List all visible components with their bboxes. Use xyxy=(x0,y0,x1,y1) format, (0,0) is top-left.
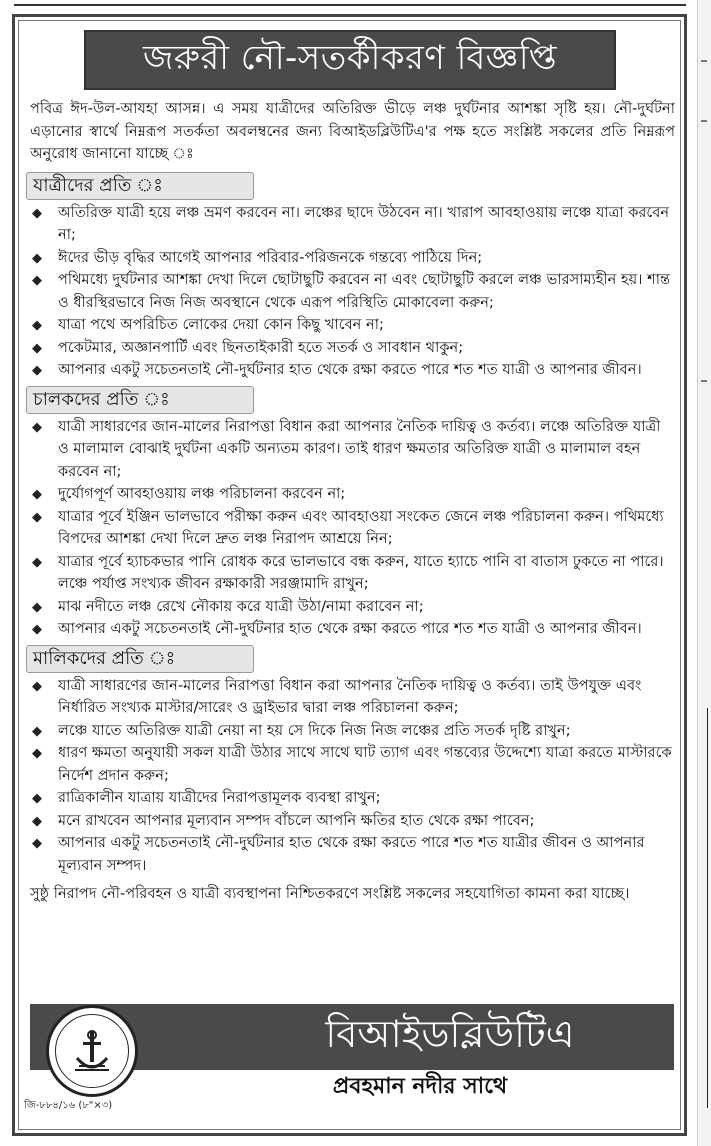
intro-paragraph: পবিত্র ঈদ-উল-আযহা আসন্ন। এ সময় যাত্রীদের অতিরিক্ত ভীড়ে লঞ্চ দুর্ঘটনার আশঙ্কা সৃষ্টি হয়। নৌ-দুর্ঘটনা এড়ানোর স্বার্থে নিম্নরূপ সতর্কতা অবলম্বনের জন্য বিআইডব্লিউটিএ'র পক্ষ হতে সংশ্লিষ্ট সকলের প্রতি নিম্নরূপ অনুরোধ জানানো যাচ্ছে ঃ xyxy=(30,100,675,162)
list-item: ◆ যাত্রী সাধারণের জান-মালের নিরাপত্তা বিধান করা আপনার নৈতিক দায়িত্ব ও কর্তব্য। তাই উপযুক্ত এবং নির্ধারিত সংখ্যক মাস্টার/সারেং ও ড্রাইভার দ্বারা লঞ্চ পরিচালনা করুন; xyxy=(32,676,642,716)
org-name: বিআইডব্লিউটিএ xyxy=(325,1012,575,1056)
diamond-bullet-icon: ◆ xyxy=(32,813,42,829)
diamond-bullet-icon: ◆ xyxy=(32,678,42,694)
diamond-bullet-icon: ◆ xyxy=(32,509,42,525)
list-item: ◆ আপনার একটু সচেতনতাই নৌ-দুর্ঘটনার হাত থেকে রক্ষা করতে পারে শত শত যাত্রী ও আপনার জীবন। xyxy=(30,359,675,382)
notice-title xyxy=(84,30,616,90)
list-item: ◆ ঈদের ভীড় বৃদ্ধির আগেই আপনার পরিবার-পরিজনকে গন্তব্যে পাঠিয়ে দিন; xyxy=(30,247,675,270)
diamond-bullet-icon: ◆ xyxy=(32,273,42,288)
list-item: ◆ পকেটমার, অজ্ঞানপার্টি এবং ছিনতাইকারী হতে সতর্ক ও সাবধান থাকুন; xyxy=(30,337,675,360)
diamond-bullet-icon: ◆ xyxy=(32,487,42,502)
notice-body xyxy=(30,98,675,906)
bullet-list xyxy=(30,675,675,878)
diamond-bullet-icon: ◆ xyxy=(32,836,42,851)
diamond-bullet-icon: ◆ xyxy=(32,599,42,615)
diamond-bullet-icon: ◆ xyxy=(32,318,42,333)
list-item: ◆ ধারণ ক্ষমতা অনুযায়ী সকল যাত্রী উঠার সাথে সাথে ঘাট ত্যাগ এবং গন্তব্যের উদ্দেশ্যে যাত্রা করতে মাস্টারকে নির্দেশ প্রদান করুন; xyxy=(32,744,672,784)
list-item: ◆ যাত্রার পূর্বে হ্যাচকভার পানি রোধক করে ভালভাবে বন্ধ করুন, যাতে হ্যাচে পানি বা বাতাস ঢুকতে না পারে। লঞ্চে পর্যাপ্ত সংখ্যক জীবন রক্ষাকারী সরঞ্জামাদি রাখুন; xyxy=(32,552,664,592)
anchor-emblem-icon xyxy=(73,1030,111,1074)
document-number: জি-৮৮৪/১৬ (৮"×৩) xyxy=(24,1100,113,1111)
list-item: ◆ আপনার একটু সচেতনতাই নৌ-দুর্ঘটনার হাত থেকে রক্ষা করতে পারে শত শত যাত্রীর জীবন ও আপনার মূল্যবান সম্পদ। xyxy=(32,834,645,874)
diamond-bullet-icon: ◆ xyxy=(32,363,42,378)
list-item: ◆ পথিমধ্যে দুর্ঘটনার আশঙ্কা দেখা দিলে ছোটাছুটি করবেন না এবং ছোটাছুটি করলে লঞ্চ ভারসাম্যহীন হয়। শান্ত ও ধীরস্থিরভাবে নিজ নিজ অবস্থানে থেকে এরূপ পরিস্থিতি মোকাবেলা করুন; xyxy=(32,271,671,311)
bullet-list xyxy=(30,202,675,382)
notice-title-text: জরুরী নৌ-সতর্কীকরণ বিজ্ঞপ্তি xyxy=(142,37,558,78)
slogan: প্রবহমান নদীর সাথে xyxy=(332,1074,508,1099)
diamond-bullet-icon: ◆ xyxy=(32,340,42,356)
diamond-bullet-icon: ◆ xyxy=(32,419,42,435)
list-item: ◆ রাত্রিকালীন যাত্রায় যাত্রীদের নিরাপত্তামূলক ব্যবস্থা রাখুন; xyxy=(30,787,675,810)
closing-paragraph: সুষ্ঠু নিরাপদ নৌ-পরিবহন ও যাত্রী ব্যবস্থাপনা নিশ্চিতকরণে সংশ্লিষ্ট সকলের সহযোগিতা কামনা করা যাচ্ছে। xyxy=(30,885,630,902)
biwta-seal-icon xyxy=(46,1005,138,1097)
list-item: ◆ যাত্রা পথে অপরিচিত লোকের দেয়া কোন কিছু খাবেন না; xyxy=(30,314,675,337)
list-item: ◆ যাত্রী সাধারণের জান-মালের নিরাপত্তা বিধান করা আপনার নৈতিক দায়িত্ব ও কর্তব্য। লঞ্চে অতিরিক্ত যাত্রী ও মালামাল বোঝাই দুর্ঘটনা একটি অন্যতম কারণ। তাই ধারণ ক্ষমতার অতিরিক্ত যাত্রী ও মালামাল বহন করবেন না; xyxy=(32,417,661,480)
section-passengers xyxy=(30,168,675,382)
list-item: ◆ যাত্রার পূর্বে ইঞ্জিন ভালভাবে পরীক্ষা করুন এবং আবহাওয়া সংকেত জেনে লঞ্চ পরিচালনা করুন। পথিমধ্যে বিপদের আশঙ্কা দেখা দিলে দ্রুত লঞ্চ নিরাপদ আশ্রয়ে নিন; xyxy=(32,507,664,547)
list-item: ◆ দুর্যোগপূর্ণ আবহাওয়ায় লঞ্চ পরিচালনা করবেন না; xyxy=(30,483,675,506)
diamond-bullet-icon: ◆ xyxy=(32,554,42,570)
list-item: ◆ লঞ্চে যাতে অতিরিক্ত যাত্রী নেয়া না হয় সে দিকে নিজ নিজ লঞ্চের প্রতি সতর্ক দৃষ্টি রাখুন; xyxy=(30,720,675,743)
diamond-bullet-icon: ◆ xyxy=(32,791,42,806)
list-item: ◆ মনে রাখবেন আপনার মূল্যবান সম্পদ বাঁচলে আপনি ক্ষতির হাত থেকে রক্ষা পাবেন; xyxy=(30,810,675,833)
list-item: ◆ মাঝ নদীতে লঞ্চ রেখে নৌকায় করে যাত্রী উঠা/নামা করাবেন না; xyxy=(30,596,675,619)
section-heading: চালকদের প্রতি ঃ xyxy=(26,386,254,414)
bullet-list xyxy=(30,416,675,641)
section-drivers xyxy=(30,382,675,641)
diamond-bullet-icon: ◆ xyxy=(32,723,42,739)
section-owners xyxy=(30,641,675,878)
section-heading: মালিকদের প্রতি ঃ xyxy=(26,645,254,673)
diamond-bullet-icon: ◆ xyxy=(32,205,42,221)
list-item: ◆ অতিরিক্ত যাত্রী হয়ে লঞ্চ ভ্রমণ করবেন না। লঞ্চের ছাদে উঠবেন না। খারাপ আবহাওয়ায় লঞ্চে যাত্রা করবেন না; xyxy=(32,203,670,243)
top-rule xyxy=(14,0,686,6)
diamond-bullet-icon: ◆ xyxy=(32,622,42,637)
list-item: ◆ আপনার একটু সচেতনতাই নৌ-দুর্ঘটনার হাত থেকে রক্ষা করতে পারে শত শত যাত্রী ও আপনার জীবন। xyxy=(30,618,675,641)
diamond-bullet-icon: ◆ xyxy=(32,746,42,761)
diamond-bullet-icon: ◆ xyxy=(32,250,42,266)
section-heading: যাত্রীদের প্রতি ঃ xyxy=(26,172,254,200)
adjacent-page-strip xyxy=(697,0,711,1146)
